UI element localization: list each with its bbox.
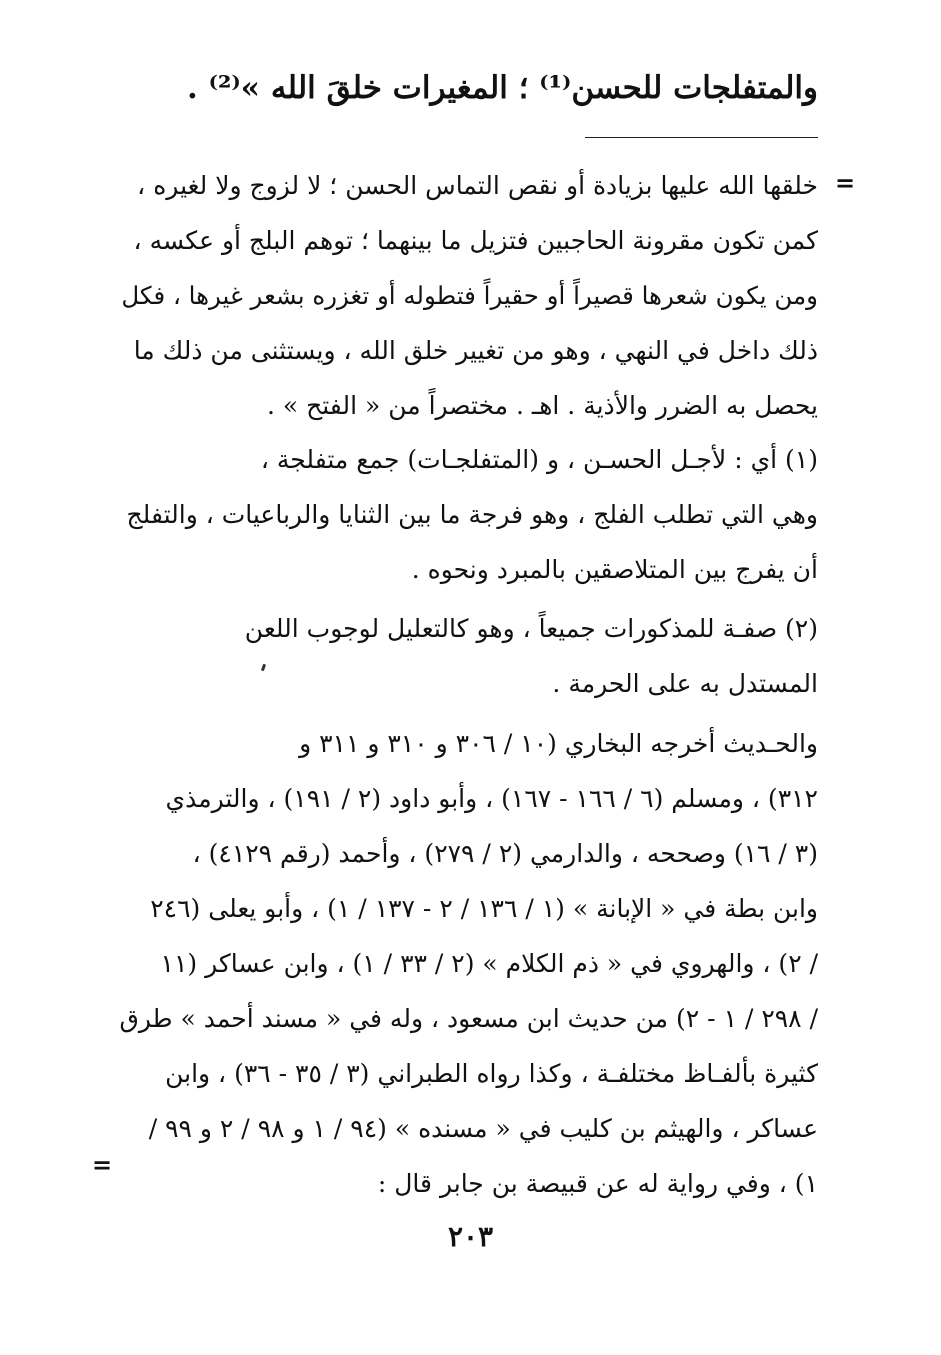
hadith-line: (٣ / ١٦) وصححه ، والدارمي (٢ / ٢٧٩) ، وأحمد (رقم ٤١٢٩) ، — [192, 839, 818, 868]
commentary-line: ومن يكون شعرها قصيراً أو حقيراً فتطوله أو تغزره بشعر غيرها ، فكل — [121, 281, 818, 310]
hadith-takhrij-paragraph — [118, 716, 818, 1211]
footnote-1 — [118, 432, 818, 597]
hadith-line: ٣١٢) ، ومسلم (٦ / ١٦٦ - ١٦٧) ، وأبو داود (٢ / ١٩١) ، والترمذي — [165, 784, 818, 813]
footnote-1-line: وهي التي تطلب الفلج ، وهو فرجة ما بين الثنايا والرباعيات ، والتفلج — [126, 500, 818, 529]
footnote-2-line: المستدل به على الحرمة . — [552, 669, 818, 698]
hadith-line: / ٢) ، والهروي في « ذم الكلام » (٢ / ٣٣ / ١) ، وابن عساكر (١١ — [160, 949, 818, 978]
hadith-line: كثيرة بألفـاظ مختلفـة ، وكذا رواه الطبراني (٣ / ٣٥ - ٣٦) ، وابن — [165, 1059, 818, 1088]
commentary-line: ذلك داخل في النهي ، وهو من تغيير خلق الله ، ويستثنى من ذلك ما — [133, 336, 818, 365]
footnote-1-line: أن يفرج بين المتلاصقين بالمبرد ونحوه . — [411, 555, 818, 584]
commentary-paragraph — [118, 158, 818, 433]
heading-line: والمتفلجات للحسن⁽¹⁾ ؛ المغيرات خلقَ الله »⁽²⁾ . — [187, 70, 818, 106]
hadith-line: ١) ، وفي رواية له عن قبيصة بن جابر قال : — [377, 1169, 818, 1198]
hadith-line: / ٢٩٨ / ١ - ٢) من حديث ابن مسعود ، وله في « مسند أحمد » طرق — [119, 1004, 818, 1033]
commentary-line: كمن تكون مقرونة الحاجبين فتزيل ما بينهما ؛ توهم البلج أو عكسه ، — [133, 226, 818, 255]
hadith-line: عساكر ، والهيثم بن كليب في « مسنده » (٩٤ / ١ و ٩٨ / ٢ و ٩٩ / — [148, 1114, 818, 1143]
page-number: ٢٠٣ — [447, 1220, 494, 1253]
footnote-separator-rule — [585, 137, 818, 138]
continuation-mark-bottom: = — [92, 1150, 113, 1179]
footnote-2-line: (٢) صفـة للمذكورات جميعاً ، وهو كالتعليل لوجوب اللعن — [244, 614, 818, 643]
footnote-1-line: (١) أي : لأجـل الحسـن ، و (المتفلجـات) جمع متفلجة ، — [260, 445, 818, 474]
hadith-line: والحـديث أخرجه البخاري (١٠ / ٣٠٦ و ٣١٠ و ٣١١ و — [299, 729, 818, 758]
heading-text — [118, 62, 818, 114]
footnote-2 — [118, 601, 818, 711]
hadith-line: وابن بطة في « الإبانة » (١ / ١٣٦ / ٢ - ١٣٧ / ١) ، وأبو يعلى (٢٤٦ — [150, 894, 818, 923]
commentary-line: يحصل به الضرر والأذية . اهـ . مختصراً من « الفتح » . — [266, 391, 818, 420]
commentary-line: خلقها الله عليها بزيادة أو نقص التماس الحسن ؛ لا لزوج ولا لغيره ، — [137, 171, 818, 200]
continuation-mark-top: = — [835, 168, 856, 197]
